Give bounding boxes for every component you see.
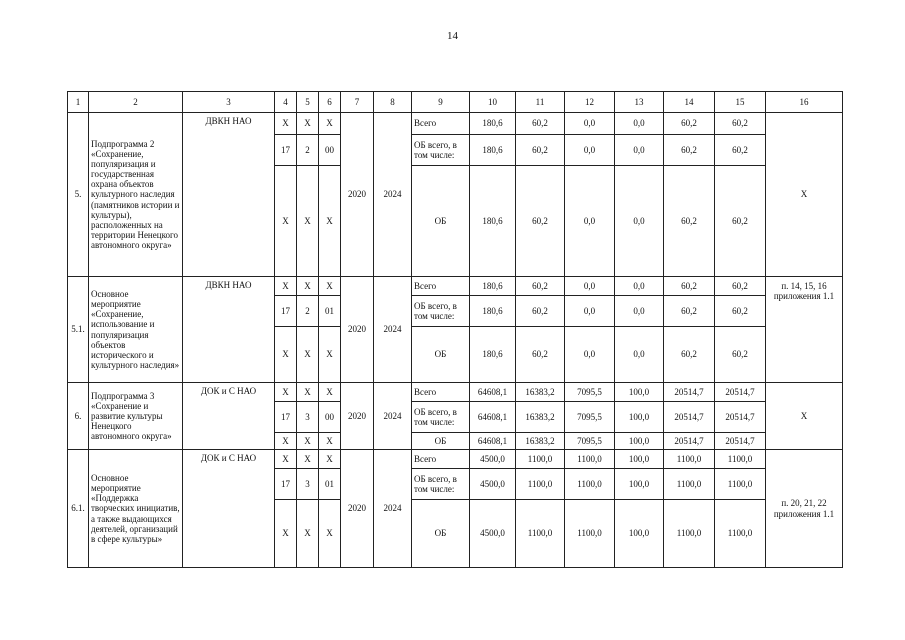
budget-code: 2 (297, 135, 319, 166)
year-start: 2020 (341, 277, 374, 383)
column-header: 10 (470, 92, 516, 113)
budget-code: X (275, 113, 297, 135)
column-header: 16 (766, 92, 843, 113)
amount-cell: 16383,2 (516, 433, 565, 450)
executor: ДОК и С НАО (183, 450, 275, 568)
funding-label: ОБ всего, в том числе: (412, 469, 470, 500)
budget-code: 17 (275, 296, 297, 327)
amount-cell: 0,0 (565, 277, 615, 296)
budget-code: X (275, 327, 297, 383)
budget-code: X (319, 277, 341, 296)
amount-cell: 0,0 (565, 327, 615, 383)
table-row (68, 450, 843, 469)
executor: ДОК и С НАО (183, 383, 275, 450)
column-header: 8 (374, 92, 412, 113)
amount-cell: 0,0 (615, 327, 664, 383)
budget-code: X (319, 327, 341, 383)
amount-cell: 0,0 (615, 296, 664, 327)
amount-cell: 180,6 (470, 113, 516, 135)
program-name: Подпрограмма 2 «Сохранение, популяризация и государственная охрана объектов культурного наследия (памятников истории и культуры), расположенных на территории Ненецкого автономного округа» (89, 113, 183, 277)
budget-code: X (275, 277, 297, 296)
funding-label: Всего (412, 113, 470, 135)
amount-cell: 64608,1 (470, 383, 516, 402)
amount-cell: 0,0 (615, 277, 664, 296)
column-header: 14 (664, 92, 715, 113)
year-end: 2024 (374, 383, 412, 450)
column-header: 6 (319, 92, 341, 113)
executor: ДВКН НАО (183, 113, 275, 277)
amount-cell: 60,2 (516, 113, 565, 135)
budget-code: X (275, 433, 297, 450)
amount-cell: 180,6 (470, 135, 516, 166)
funding-label: ОБ всего, в том числе: (412, 135, 470, 166)
table-row (68, 113, 843, 135)
amount-cell: 60,2 (664, 277, 715, 296)
table-row (68, 383, 843, 402)
amount-cell: 4500,0 (470, 450, 516, 469)
amount-cell: 0,0 (565, 135, 615, 166)
column-header: 11 (516, 92, 565, 113)
amount-cell: 64608,1 (470, 433, 516, 450)
amount-cell: 60,2 (664, 327, 715, 383)
column-header: 7 (341, 92, 374, 113)
year-end: 2024 (374, 277, 412, 383)
column-header: 15 (715, 92, 766, 113)
amount-cell: 20514,7 (664, 383, 715, 402)
amount-cell: 20514,7 (715, 433, 766, 450)
amount-cell: 60,2 (715, 113, 766, 135)
budget-code: 01 (319, 469, 341, 500)
amount-cell: 100,0 (615, 383, 664, 402)
budget-code: 17 (275, 469, 297, 500)
amount-cell: 180,6 (470, 277, 516, 296)
budget-code: X (319, 500, 341, 568)
amount-cell: 1100,0 (715, 500, 766, 568)
amount-cell: 0,0 (565, 113, 615, 135)
funding-label: ОБ (412, 433, 470, 450)
amount-cell: 60,2 (664, 113, 715, 135)
amount-cell: 60,2 (715, 327, 766, 383)
amount-cell: 1100,0 (664, 450, 715, 469)
amount-cell: 60,2 (516, 296, 565, 327)
program-table (67, 91, 843, 568)
year-end: 2024 (374, 113, 412, 277)
funding-label: Всего (412, 450, 470, 469)
budget-code: 3 (297, 402, 319, 433)
budget-code: X (297, 433, 319, 450)
budget-code: X (319, 113, 341, 135)
budget-code: X (319, 450, 341, 469)
note-cell: п. 14, 15, 16 приложения 1.1 (766, 277, 843, 383)
column-header: 4 (275, 92, 297, 113)
amount-cell: 60,2 (516, 277, 565, 296)
amount-cell: 20514,7 (715, 383, 766, 402)
amount-cell: 60,2 (715, 135, 766, 166)
year-end: 2024 (374, 450, 412, 568)
program-name: Основное мероприятие «Сохранение, использование и популяризация объектов исторического и культурного наследия» (89, 277, 183, 383)
header-row (68, 92, 843, 113)
amount-cell: 7095,5 (565, 402, 615, 433)
program-name: Основное мероприятие «Поддержка творческих инициатив, а также выдающихся деятелей, организаций в сфере культуры» (89, 450, 183, 568)
budget-code: X (297, 277, 319, 296)
amount-cell: 60,2 (715, 296, 766, 327)
amount-cell: 1100,0 (664, 469, 715, 500)
column-header: 3 (183, 92, 275, 113)
budget-code: 00 (319, 135, 341, 166)
budget-code: 17 (275, 135, 297, 166)
budget-code: 2 (297, 296, 319, 327)
amount-cell: 60,2 (715, 166, 766, 277)
amount-cell: 0,0 (565, 166, 615, 277)
budget-code: X (297, 166, 319, 277)
budget-code: X (275, 383, 297, 402)
amount-cell: 60,2 (664, 296, 715, 327)
amount-cell: 60,2 (664, 166, 715, 277)
amount-cell: 60,2 (516, 135, 565, 166)
amount-cell: 100,0 (615, 433, 664, 450)
column-header: 13 (615, 92, 664, 113)
amount-cell: 180,6 (470, 327, 516, 383)
amount-cell: 1100,0 (664, 500, 715, 568)
amount-cell: 60,2 (715, 277, 766, 296)
amount-cell: 7095,5 (565, 433, 615, 450)
budget-code: 17 (275, 402, 297, 433)
budget-code: X (297, 327, 319, 383)
amount-cell: 100,0 (615, 469, 664, 500)
amount-cell: 4500,0 (470, 500, 516, 568)
amount-cell: 20514,7 (664, 433, 715, 450)
program-name: Подпрограмма 3 «Сохранение и развитие культуры Ненецкого автономного округа» (89, 383, 183, 450)
amount-cell: 1100,0 (516, 500, 565, 568)
budget-code: X (297, 450, 319, 469)
amount-cell: 4500,0 (470, 469, 516, 500)
amount-cell: 1100,0 (516, 450, 565, 469)
amount-cell: 64608,1 (470, 402, 516, 433)
funding-label: ОБ всего, в том числе: (412, 296, 470, 327)
amount-cell: 20514,7 (715, 402, 766, 433)
executor: ДВКН НАО (183, 277, 275, 383)
row-number: 6.1. (68, 450, 89, 568)
budget-code: X (275, 166, 297, 277)
amount-cell: 100,0 (615, 402, 664, 433)
amount-cell: 100,0 (615, 500, 664, 568)
amount-cell: 20514,7 (664, 402, 715, 433)
funding-label: ОБ всего, в том числе: (412, 402, 470, 433)
budget-code: 00 (319, 402, 341, 433)
amount-cell: 0,0 (565, 296, 615, 327)
column-header: 2 (89, 92, 183, 113)
budget-code: 01 (319, 296, 341, 327)
amount-cell: 7095,5 (565, 383, 615, 402)
page-number: 14 (447, 30, 458, 42)
amount-cell: 16383,2 (516, 383, 565, 402)
budget-code: X (297, 113, 319, 135)
amount-cell: 60,2 (516, 327, 565, 383)
year-start: 2020 (341, 113, 374, 277)
amount-cell: 1100,0 (715, 469, 766, 500)
amount-cell: 0,0 (615, 135, 664, 166)
row-number: 5.1. (68, 277, 89, 383)
amount-cell: 1100,0 (715, 450, 766, 469)
amount-cell: 1100,0 (516, 469, 565, 500)
amount-cell: 180,6 (470, 296, 516, 327)
funding-label: ОБ (412, 500, 470, 568)
amount-cell: 100,0 (615, 450, 664, 469)
amount-cell: 1100,0 (565, 500, 615, 568)
amount-cell: 180,6 (470, 166, 516, 277)
budget-code: X (319, 166, 341, 277)
note-cell: п. 20, 21, 22 приложения 1.1 (766, 450, 843, 568)
budget-code: X (319, 433, 341, 450)
note-cell: X (766, 383, 843, 450)
amount-cell: 0,0 (615, 113, 664, 135)
budget-code: X (275, 500, 297, 568)
budget-code: X (275, 450, 297, 469)
year-start: 2020 (341, 383, 374, 450)
funding-label: ОБ (412, 166, 470, 277)
column-header: 12 (565, 92, 615, 113)
budget-code: X (297, 383, 319, 402)
amount-cell: 0,0 (615, 166, 664, 277)
row-number: 5. (68, 113, 89, 277)
budget-code: 3 (297, 469, 319, 500)
budget-code: X (297, 500, 319, 568)
row-number: 6. (68, 383, 89, 450)
amount-cell: 16383,2 (516, 402, 565, 433)
note-cell: X (766, 113, 843, 277)
column-header: 1 (68, 92, 89, 113)
amount-cell: 60,2 (516, 166, 565, 277)
year-start: 2020 (341, 450, 374, 568)
budget-code: X (319, 383, 341, 402)
amount-cell: 1100,0 (565, 469, 615, 500)
funding-label: Всего (412, 277, 470, 296)
column-header: 9 (412, 92, 470, 113)
column-header: 5 (297, 92, 319, 113)
funding-label: ОБ (412, 327, 470, 383)
amount-cell: 1100,0 (565, 450, 615, 469)
amount-cell: 60,2 (664, 135, 715, 166)
funding-label: Всего (412, 383, 470, 402)
table-row (68, 277, 843, 296)
